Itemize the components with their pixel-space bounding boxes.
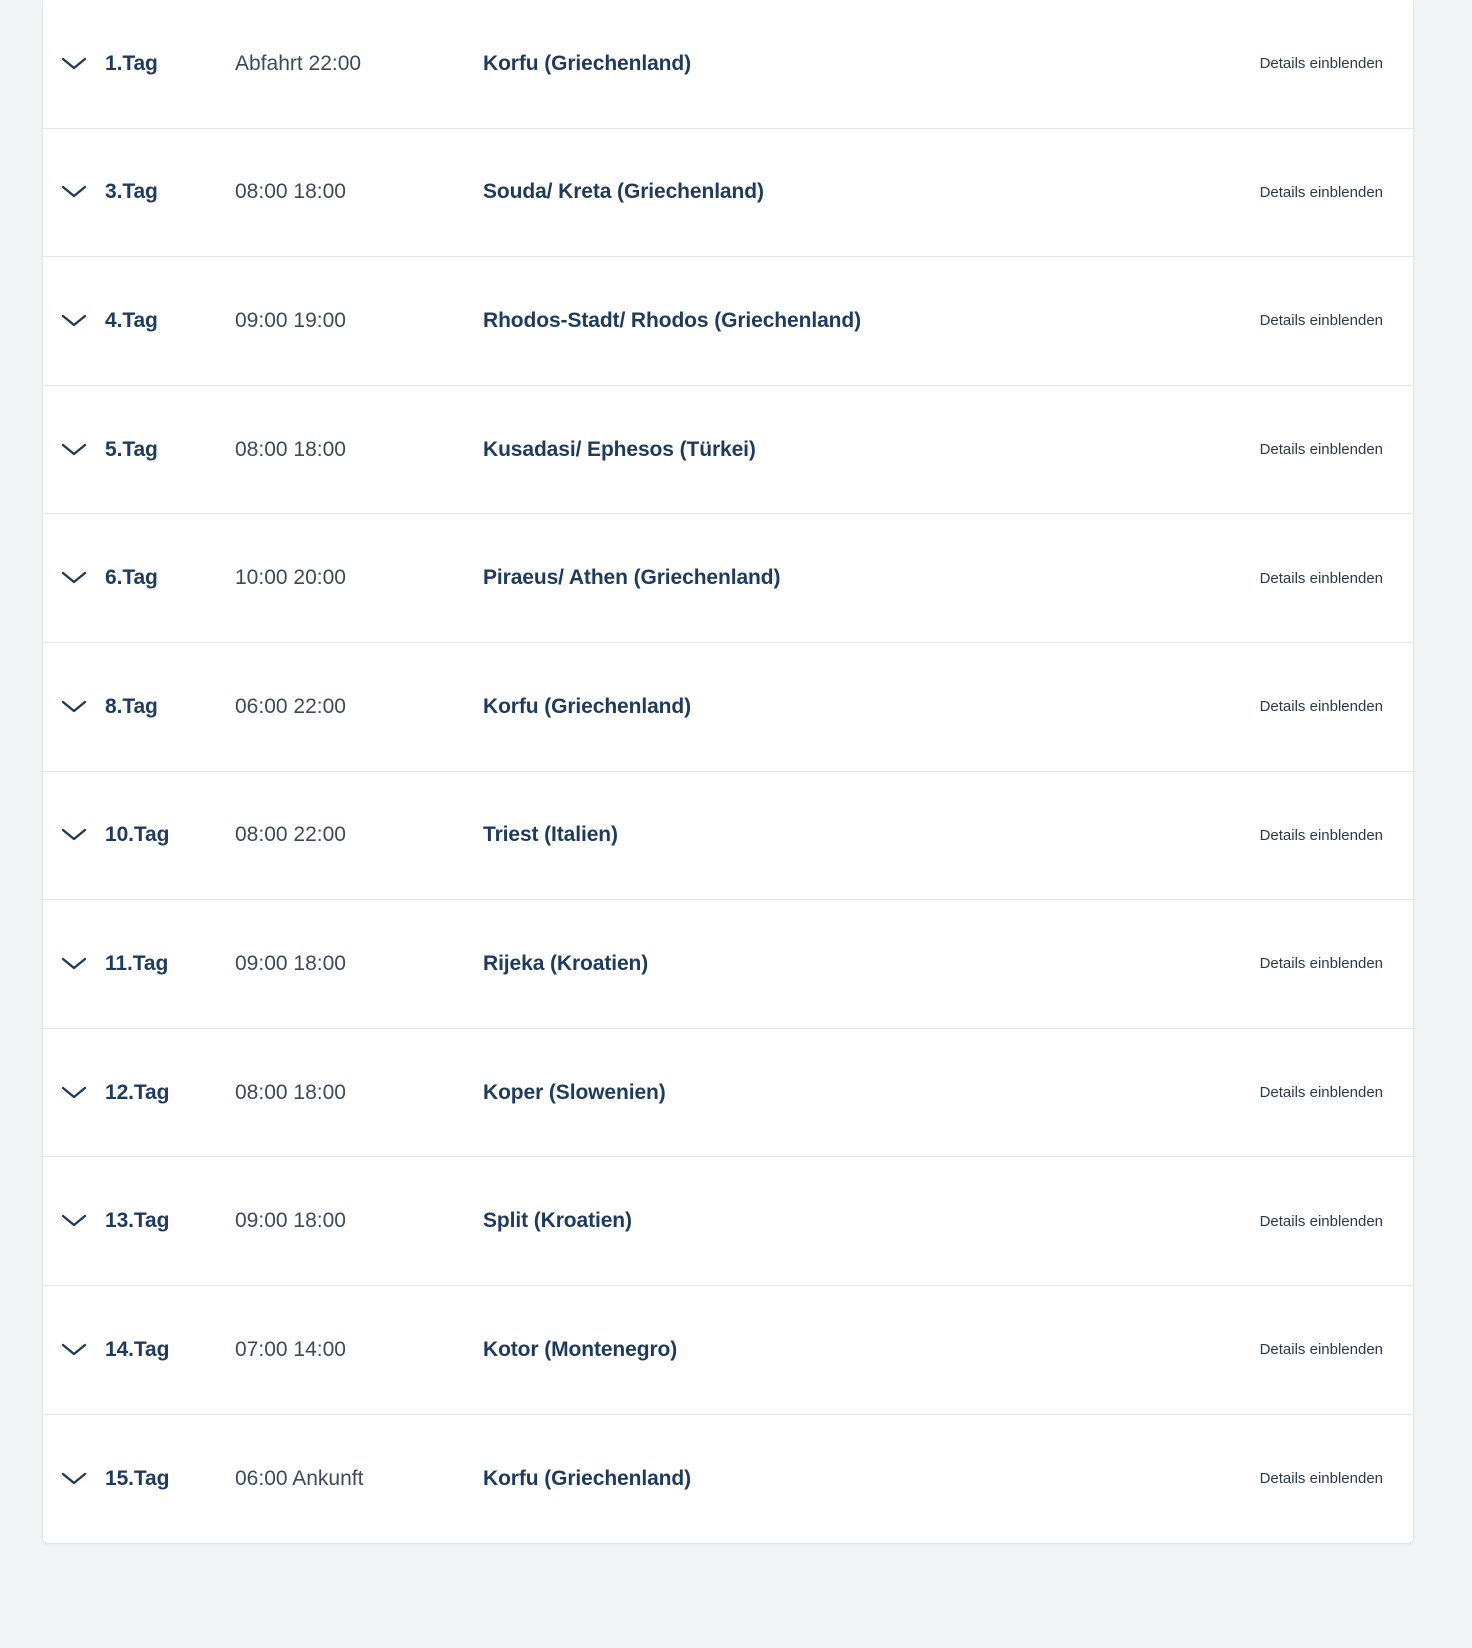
chevron-down-icon[interactable] bbox=[43, 442, 105, 458]
itinerary-port: Triest (Italien) bbox=[483, 823, 618, 847]
itinerary-row[interactable] bbox=[43, 514, 1413, 643]
itinerary-time: 08:00 22:00 bbox=[235, 823, 346, 847]
details-toggle[interactable]: Details einblenden bbox=[1259, 569, 1383, 587]
chevron-down-icon[interactable] bbox=[43, 827, 105, 843]
itinerary-port: Split (Kroatien) bbox=[483, 1209, 632, 1233]
itinerary-port: Rhodos-Stadt/ Rhodos (Griechenland) bbox=[483, 308, 861, 332]
itinerary-port: Kotor (Montenegro) bbox=[483, 1337, 678, 1361]
itinerary-time: 06:00 Ankunft bbox=[235, 1466, 364, 1490]
chevron-down-icon[interactable] bbox=[43, 1342, 105, 1358]
itinerary-time: 10:00 20:00 bbox=[235, 566, 346, 590]
itinerary-row[interactable] bbox=[43, 0, 1413, 129]
itinerary-row[interactable] bbox=[43, 772, 1413, 901]
itinerary-time: 09:00 18:00 bbox=[235, 951, 346, 975]
itinerary-day: 5.Tag bbox=[105, 437, 158, 461]
itinerary-row[interactable] bbox=[43, 1415, 1413, 1544]
details-toggle[interactable]: Details einblenden bbox=[1259, 1084, 1383, 1102]
chevron-down-icon[interactable] bbox=[43, 56, 105, 72]
itinerary-port: Korfu (Griechenland) bbox=[483, 1466, 692, 1490]
chevron-down-icon[interactable] bbox=[43, 1213, 105, 1229]
details-toggle[interactable]: Details einblenden bbox=[1259, 441, 1383, 459]
chevron-down-icon[interactable] bbox=[43, 184, 105, 200]
details-toggle[interactable]: Details einblenden bbox=[1259, 183, 1383, 201]
itinerary-time: 06:00 22:00 bbox=[235, 694, 346, 718]
details-toggle[interactable]: Details einblenden bbox=[1259, 955, 1383, 973]
chevron-down-icon[interactable] bbox=[43, 956, 105, 972]
itinerary-time: Abfahrt 22:00 bbox=[235, 51, 362, 75]
itinerary-port: Kusadasi/ Ephesos (Türkei) bbox=[483, 437, 756, 461]
itinerary-port: Piraeus/ Athen (Griechenland) bbox=[483, 566, 781, 590]
itinerary-port: Korfu (Griechenland) bbox=[483, 694, 692, 718]
itinerary-day: 12.Tag bbox=[105, 1080, 170, 1104]
itinerary-row[interactable] bbox=[43, 1157, 1413, 1286]
itinerary-time: 08:00 18:00 bbox=[235, 180, 346, 204]
itinerary-day: 3.Tag bbox=[105, 180, 158, 204]
details-toggle[interactable]: Details einblenden bbox=[1259, 1212, 1383, 1230]
itinerary-row[interactable] bbox=[43, 900, 1413, 1029]
itinerary-time: 07:00 14:00 bbox=[235, 1337, 346, 1361]
itinerary-row[interactable] bbox=[43, 129, 1413, 258]
itinerary-row[interactable] bbox=[43, 257, 1413, 386]
itinerary-time: 09:00 18:00 bbox=[235, 1209, 346, 1233]
itinerary-day: 8.Tag bbox=[105, 694, 158, 718]
chevron-down-icon[interactable] bbox=[43, 699, 105, 715]
itinerary-day: 15.Tag bbox=[105, 1466, 170, 1490]
chevron-down-icon[interactable] bbox=[43, 313, 105, 329]
itinerary-day: 1.Tag bbox=[105, 51, 158, 75]
itinerary-day: 13.Tag bbox=[105, 1209, 170, 1233]
details-toggle[interactable]: Details einblenden bbox=[1259, 55, 1383, 73]
details-toggle[interactable]: Details einblenden bbox=[1259, 1341, 1383, 1359]
itinerary-time: 08:00 18:00 bbox=[235, 437, 346, 461]
itinerary-day: 14.Tag bbox=[105, 1337, 170, 1361]
details-toggle[interactable]: Details einblenden bbox=[1259, 698, 1383, 716]
itinerary-row[interactable] bbox=[43, 1286, 1413, 1415]
itinerary-time: 08:00 18:00 bbox=[235, 1080, 346, 1104]
itinerary-list bbox=[42, 0, 1414, 1544]
itinerary-port: Korfu (Griechenland) bbox=[483, 51, 692, 75]
chevron-down-icon[interactable] bbox=[43, 570, 105, 586]
itinerary-day: 6.Tag bbox=[105, 566, 158, 590]
itinerary-day: 4.Tag bbox=[105, 308, 158, 332]
details-toggle[interactable]: Details einblenden bbox=[1259, 312, 1383, 330]
details-toggle[interactable]: Details einblenden bbox=[1259, 1470, 1383, 1488]
itinerary-port: Rijeka (Kroatien) bbox=[483, 951, 649, 975]
chevron-down-icon[interactable] bbox=[43, 1085, 105, 1101]
itinerary-time: 09:00 19:00 bbox=[235, 308, 346, 332]
itinerary-port: Souda/ Kreta (Griechenland) bbox=[483, 180, 764, 204]
itinerary-row[interactable] bbox=[43, 1029, 1413, 1158]
chevron-down-icon[interactable] bbox=[43, 1471, 105, 1487]
details-toggle[interactable]: Details einblenden bbox=[1259, 826, 1383, 844]
itinerary-port: Koper (Slowenien) bbox=[483, 1080, 666, 1104]
itinerary-row[interactable] bbox=[43, 643, 1413, 772]
itinerary-row[interactable] bbox=[43, 386, 1413, 515]
itinerary-day: 10.Tag bbox=[105, 823, 170, 847]
itinerary-day: 11.Tag bbox=[105, 951, 169, 975]
